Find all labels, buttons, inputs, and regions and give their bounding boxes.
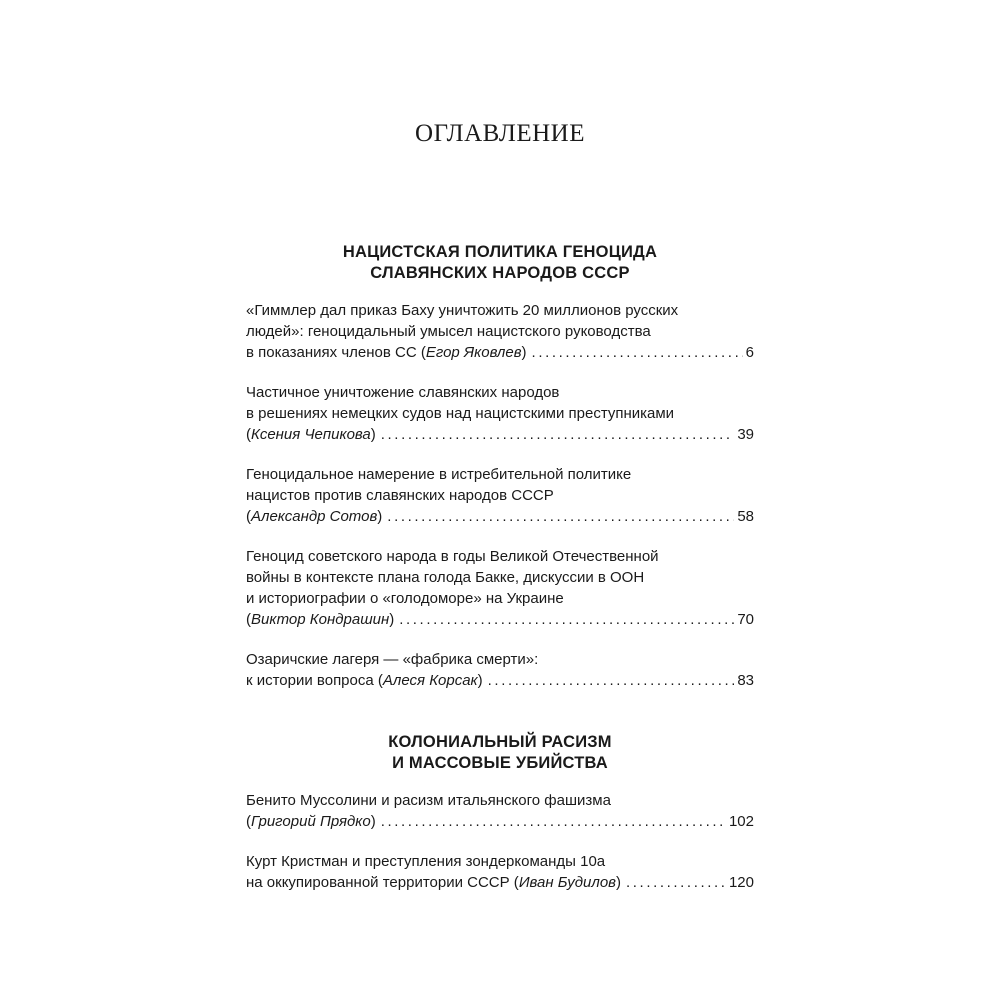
toc-entry[interactable] — [246, 382, 754, 445]
dot-leader — [399, 609, 734, 630]
entry-title-end — [246, 609, 394, 630]
entry-last-line — [246, 424, 754, 445]
entry-title-end — [246, 670, 483, 691]
dot-leader — [488, 670, 735, 691]
entry-title-line: нацистов против славянских народов СССР — [246, 487, 554, 504]
entry-title-prefix: ( — [246, 426, 251, 443]
dot-leader — [626, 872, 726, 893]
entry-page-number: 83 — [737, 672, 754, 689]
section-heading-line: КОЛОНИАЛЬНЫЙ РАСИЗМ — [388, 733, 612, 751]
entry-title-line: «Гиммлер дал приказ Баху уничтожить 20 миллионов русских — [246, 302, 679, 319]
dot-leader — [381, 424, 735, 445]
entry-title-suffix: ) — [477, 672, 483, 689]
entry-title-suffix: ) — [389, 611, 395, 628]
entry-title-prefix: ( — [246, 611, 251, 628]
entry-title-line: людей»: геноцидальный умысел нацистского руководства — [246, 323, 651, 340]
entry-title-prefix: в показаниях членов СС ( — [246, 344, 426, 361]
entry-page-number: 6 — [745, 344, 754, 361]
entry-author: Егор Яковлев — [425, 344, 522, 361]
entry-last-line — [246, 342, 754, 363]
entry-title-end — [246, 424, 376, 445]
entry-title-line: Частичное уничтожение славянских народов — [246, 384, 560, 401]
entry-title-line: Озаричские лагеря — «фабрика смерти»: — [246, 651, 539, 668]
entry-page-number: 120 — [728, 874, 754, 891]
entry-title-suffix: ) — [521, 344, 527, 361]
entry-title-suffix: ) — [377, 508, 383, 525]
section-heading — [246, 242, 754, 284]
entry-last-line — [246, 872, 754, 893]
page-title: ОГЛАВЛЕНИЕ — [415, 120, 585, 147]
entry-author: Виктор Кондрашин — [251, 611, 390, 628]
section-heading — [246, 732, 754, 774]
entry-author: Александр Сотов — [251, 508, 378, 525]
dot-leader — [387, 506, 734, 527]
entry-title-line: в решениях немецких судов над нацистскими преступниками — [246, 405, 675, 422]
entry-title-suffix: ) — [616, 874, 622, 891]
dot-leader — [381, 811, 726, 832]
section-heading-line: СЛАВЯНСКИХ НАРОДОВ СССР — [370, 264, 630, 282]
toc-section-2 — [246, 732, 754, 912]
toc-entry[interactable] — [246, 464, 754, 527]
entry-title-prefix: ( — [246, 508, 251, 525]
entry-title-line: Геноцидальное намерение в истребительной политике — [246, 466, 632, 483]
entry-title-prefix: на оккупированной территории СССР ( — [246, 874, 519, 891]
entry-last-line — [246, 811, 754, 832]
section-heading-line: НАЦИСТСКАЯ ПОЛИТИКА ГЕНОЦИДА — [342, 243, 658, 261]
entry-title-end — [246, 342, 527, 363]
entry-title-line: и историографии о «голодоморе» на Украине — [246, 590, 564, 607]
entry-title-end — [246, 872, 621, 893]
entry-last-line — [246, 506, 754, 527]
section-heading-line: И МАССОВЫЕ УБИЙСТВА — [392, 754, 608, 772]
entry-title-line: Курт Кристман и преступления зондеркоманды 10а — [246, 853, 606, 870]
entry-last-line — [246, 670, 754, 691]
toc-entry[interactable] — [246, 790, 754, 832]
toc-entry[interactable] — [246, 546, 754, 630]
entry-author: Иван Будилов — [518, 874, 617, 891]
entry-title-line: Геноцид советского народа в годы Великой Отечественной — [246, 548, 659, 565]
entry-title-line: войны в контексте плана голода Бакке, дискуссии в ООН — [246, 569, 645, 586]
entry-page-number: 39 — [737, 426, 754, 443]
entry-author: Алеся Корсак — [382, 672, 478, 689]
entry-title-line: Бенито Муссолини и расизм итальянского фашизма — [246, 792, 611, 809]
entry-title-prefix: ( — [246, 813, 251, 830]
toc-section-1 — [246, 242, 754, 710]
entry-page-number: 58 — [737, 508, 754, 525]
dot-leader — [532, 342, 743, 363]
entry-last-line — [246, 609, 754, 630]
entry-page-number: 102 — [728, 813, 754, 830]
toc-entry[interactable] — [246, 649, 754, 691]
entry-author: Ксения Чепикова — [251, 426, 371, 443]
entry-title-end — [246, 811, 376, 832]
entry-title-prefix: к истории вопроса ( — [246, 672, 383, 689]
entry-page-number: 70 — [737, 611, 754, 628]
toc-entry[interactable] — [246, 851, 754, 893]
entry-title-suffix: ) — [370, 813, 376, 830]
entry-title-end — [246, 506, 382, 527]
toc-entry[interactable] — [246, 300, 754, 363]
entry-title-suffix: ) — [370, 426, 376, 443]
entry-author: Григорий Прядко — [251, 813, 371, 830]
